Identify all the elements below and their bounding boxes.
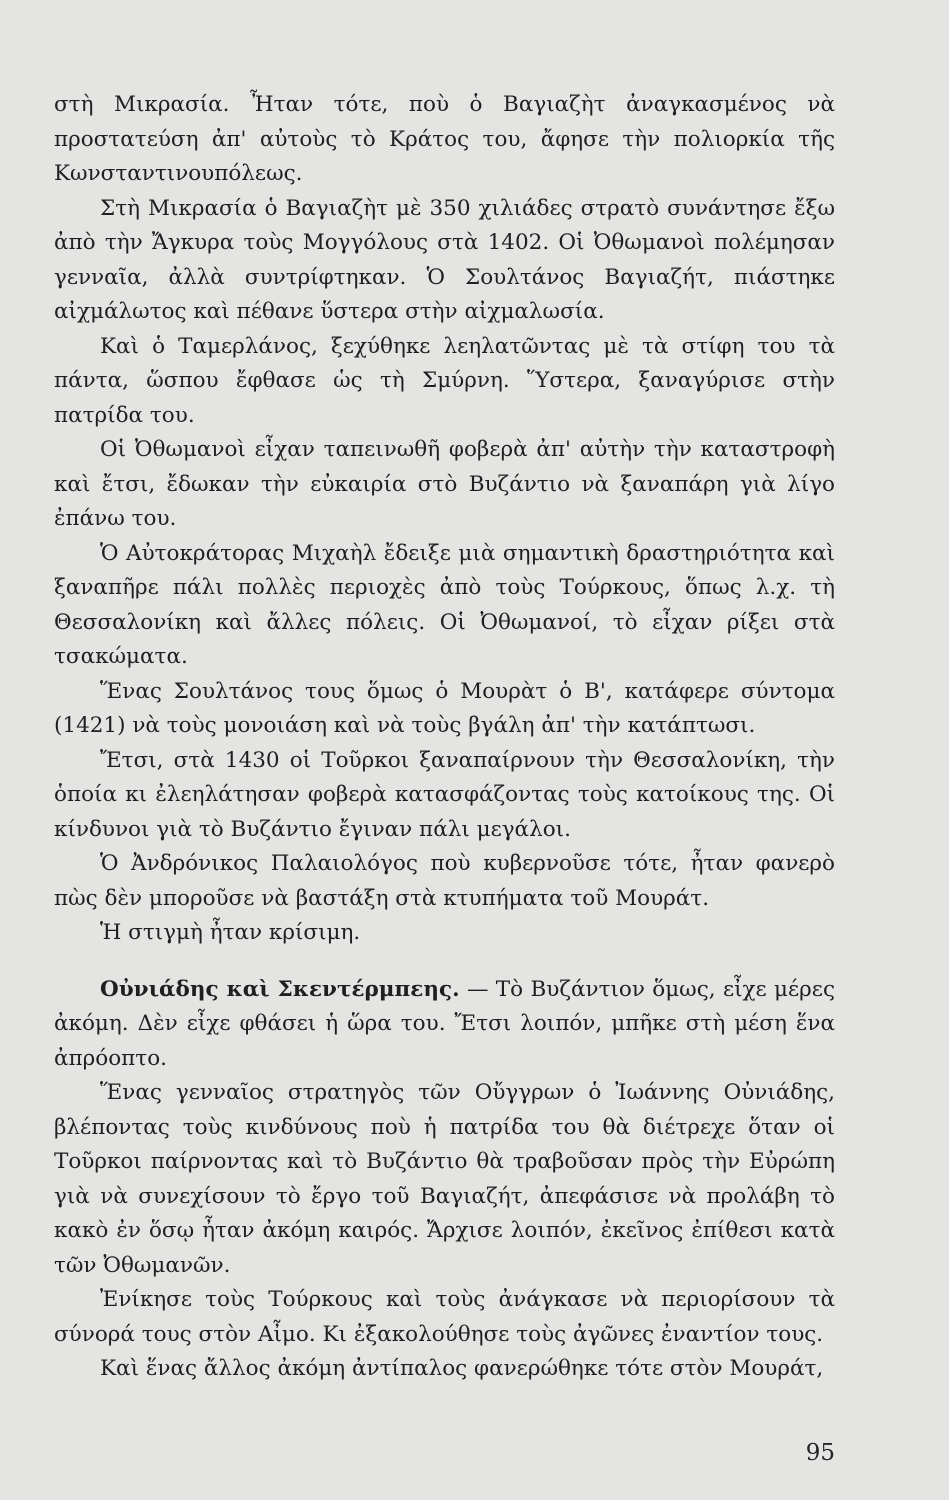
paragraph-another-opponent: Καὶ ἕνας ἄλλος ἀκόμη ἀντίπαλος φανερώθηκε τότε στὸν Μουράτ, — [100, 1356, 824, 1381]
paragraph-murad-ii: Ἕνας Σουλτάνος τους ὅμως ὁ Μουρὰτ ὁ Β', κατάφερε σύντομα (1421) νὰ τοὺς μονοιάση καὶ νὰ τοὺς βγάλη ἀπ' τὴν κατάπτωσι. — [54, 678, 835, 738]
paragraph-thessaloniki: Ἔτσι, στὰ 1430 οἱ Τοῦρκοι ξαναπαίρνουν τὴν Θεσσαλονίκη, τὴν ὁποία κι ἐλεηλάτησαν φοβερὰ κατασφάζοντας τοὺς κατοίκους της. Οἱ κίνδυνοι γιὰ τὸ Βυζάντιο ἔγιναν πάλι μεγάλοι. — [54, 747, 835, 842]
section-title: Οὐνιάδης καὶ Σκεντέρμπεης. — [100, 976, 460, 1002]
paragraph-ankara: Στὴ Μικρασία ὁ Βαγιαζὴτ μὲ 350 χιλιάδες στρατὸ συνάντησε ἔξω ἀπὸ τὴν Ἄγκυρα τοὺς Μογγόλους στὰ 1402. Οἱ Ὀθωμανοὶ πολέμησαν γενναῖα, ἀλλὰ συντρίφτηκαν. Ὁ Σουλτάνος Βαγιαζήτ, πιάστηκε αἰχμάλωτος καὶ πέθανε ὕστερα στὴν αἰχμαλωσία. — [54, 195, 835, 324]
paragraph-critical-moment: Ἡ στιγμὴ ἦταν κρίσιμη. — [100, 920, 361, 945]
book-page — [54, 88, 835, 1408]
section-intro-text: — Τὸ Βυζάντιον ὅμως, εἶχε μέρες ἀκόμη. Δὲν εἶχε φθάσει ἡ ὥρα του. Ἔτσι λοιπόν, μπῆκε στὴ μέση ἕνα ἀπρόοπτο. — [54, 976, 835, 1071]
paragraph-emperor-michael: Ὁ Αὐτοκράτορας Μιχαὴλ ἔδειξε μιὰ σημαντικὴ δραστηριότητα καὶ ξαναπῆρε πάλι πολλὲς περιοχὲς ἀπὸ τοὺς Τούρκους, ὅπως λ.χ. τὴ Θεσσαλονίκη καὶ ἄλλες πόλεις. Οἱ Ὀθωμανοί, τὸ εἶχαν ρίξει στὰ τσακώματα. — [54, 540, 835, 669]
paragraph-andronikos: Ὁ Ἀνδρόνικος Παλαιολόγος ποὺ κυβερνοῦσε τότε, ἦταν φανερὸ πὼς δὲν μποροῦσε νὰ βαστάξη στὰ κτυπήματα τοῦ Μουράτ. — [54, 851, 835, 911]
paragraph-victory: Ἐνίκησε τοὺς Τούρκους καὶ τοὺς ἀνάγκασε νὰ περιορίσουν τὰ σύνορά τους στὸν Αἶμο. Κι ἐξακολούθησε τοὺς ἀγῶνες ἐναντίον τους. — [54, 1287, 835, 1347]
section-heading-paragraph — [54, 973, 835, 1077]
paragraph-opening: στὴ Μικρασία. Ἦταν τότε, ποὺ ὁ Βαγιαζὴτ ἀναγκασμένος νὰ προστατεύση ἀπ' αὐτοὺς τὸ Κράτος του, ἄφησε τὴν πολιορκία τῆς Κωνσταντινουπόλεως. — [54, 92, 835, 186]
paragraph-ottomans-humiliated: Οἱ Ὀθωμανοὶ εἶχαν ταπεινωθῆ φοβερὰ ἀπ' αὐτὴν τὴν καταστροφὴ καὶ ἔτσι, ἔδωκαν τὴν εὐκαιρία στὸ Βυζάντιο νὰ ξαναπάρη γιὰ λίγο ἐπάνω του. — [54, 437, 835, 531]
section-gap — [54, 951, 835, 973]
paragraph-tamerlane: Καὶ ὁ Ταμερλάνος, ξεχύθηκε λεηλατῶντας μὲ τὰ στίφη του τὰ πάντα, ὥσπου ἔφθασε ὡς τὴ Σμύρνη. Ὕστερα, ξαναγύρισε στὴν πατρίδα του. — [54, 333, 835, 428]
page-number: 95 — [805, 1440, 835, 1466]
paragraph-hunyadi: Ἕνας γενναῖος στρατηγὸς τῶν Οὔγγρων ὁ Ἰωάννης Οὐνιάδης, βλέποντας τοὺς κινδύνους ποὺ ἡ πατρίδα του θὰ διέτρεχε ὅταν οἱ Τοῦρκοι παίρνοντας καὶ τὸ Βυζάντιο θὰ τραβοῦσαν πρὸς τὴν Εὐρώπη γιὰ νὰ συνεχίσουν τὸ ἔργο τοῦ Βαγιαζήτ, ἀπεφάσισε νὰ προλάβη τὸ κακὸ ἐν ὅσῳ ἦταν ἀκόμη καιρός. Ἄρχισε λοιπόν, ἐκεῖνος ἐπίθεσι κατὰ τῶν Ὀθωμανῶν. — [54, 1080, 835, 1278]
